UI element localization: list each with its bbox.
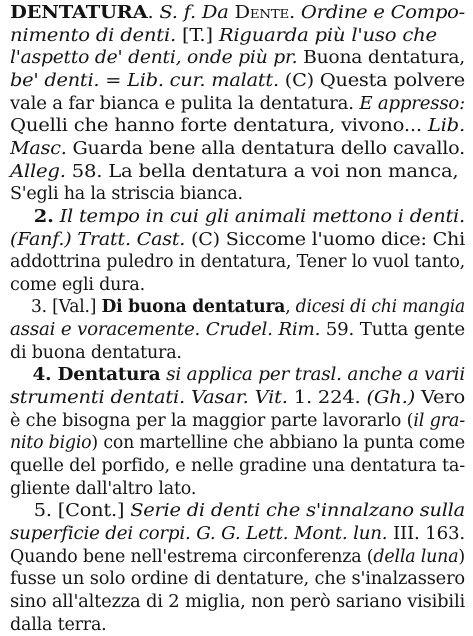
bold-text: Di buona dentatura <box>101 297 286 318</box>
text-line <box>10 342 182 364</box>
text-line <box>10 478 196 500</box>
roman-text: (C) Siccome l'uomo dice: Chi <box>185 229 466 250</box>
text-line <box>10 229 465 251</box>
italic-text: E appresso: <box>359 93 465 114</box>
italic-text: l'aspetto de' denti, onde più pr. <box>10 48 298 69</box>
italic-text: nito bigio <box>10 433 92 454</box>
bold-text: 2. <box>33 206 54 227</box>
italic-text: Ordine e Compo- <box>300 3 465 23</box>
italic-text: Serie di denti che s'innalzano sulla <box>130 501 465 522</box>
text-line <box>10 115 465 137</box>
text-line <box>10 614 107 636</box>
italic-text: Alleg. <box>10 161 66 182</box>
roman-text <box>10 207 34 227</box>
roman-text: gliente dall'altro lato. <box>10 478 197 499</box>
text-line <box>10 410 465 432</box>
italic-text: S. f. Da <box>159 3 235 23</box>
text-line <box>10 2 465 24</box>
roman-text <box>10 365 33 385</box>
italic-text: Riguarda più l'uso che <box>218 25 437 46</box>
roman-text: Guarda bene alla dentatura dello cavallo. <box>66 138 465 159</box>
text-line <box>10 183 243 205</box>
italic-text: assai e voracemente. Crudel. Rim. <box>10 320 321 341</box>
roman-text: addottrina puledro in dentatura, Tener lo vuol tanto, <box>10 252 465 273</box>
text-line <box>10 251 465 273</box>
text-line <box>10 455 465 477</box>
text-line <box>10 296 465 318</box>
italic-text: il gra- <box>413 410 465 431</box>
italic-text: Masc. <box>10 138 67 159</box>
italic-text: (Fanf.) Tratt. Cast. <box>10 229 186 250</box>
text-line <box>10 546 465 568</box>
roman-text: Buona dentatura, <box>297 48 465 69</box>
text-line <box>10 319 465 341</box>
roman-text: fusse un solo ordine di dentature, che s'inalzassero <box>10 569 465 590</box>
text-line <box>10 523 465 545</box>
roman-text: dalla terra. <box>10 614 107 635</box>
italic-text: strumenti dentati. Vasar. Vit. <box>10 388 288 409</box>
roman-text: S'egli ha la striscia bianca. <box>10 184 243 205</box>
roman-text: III. 163. <box>387 523 465 544</box>
roman-text: vale a far bianca e pulita la dentatura. <box>10 93 360 114</box>
roman-text: 5. [Cont.] <box>10 501 131 522</box>
text-line <box>10 206 465 228</box>
roman-text: , <box>285 297 296 318</box>
text-line <box>10 364 465 386</box>
small-caps-text: Dente <box>234 3 290 23</box>
italic-text: (Gh.) <box>366 388 415 409</box>
roman-text: Quelli che hanno forte dentatura, vivono... <box>10 116 428 137</box>
italic-text: nimento di denti. <box>10 25 177 46</box>
text-line <box>10 274 145 296</box>
text-line <box>10 161 458 183</box>
roman-text: 58. La bella dentatura a voi non manca, <box>65 161 459 182</box>
italic-text: si applica per trasl. anche a varii <box>160 365 466 386</box>
text-line <box>10 387 465 409</box>
text-line <box>10 591 465 613</box>
text-line <box>10 25 437 47</box>
roman-text: . <box>289 3 301 23</box>
roman-text: 1. 224. <box>287 388 367 409</box>
roman-text: Quando bene nell'estrema circonferenza ( <box>10 546 374 567</box>
bold-text: 4. Dentatura <box>32 365 161 386</box>
roman-text: ) <box>458 546 465 567</box>
italic-text: be' denti. = Lib. cur. malatt. <box>10 70 279 91</box>
roman-text: (C) Questa polvere <box>278 70 465 91</box>
roman-text: di buona dentatura. <box>10 342 182 363</box>
roman-text: sino all'altezza di 2 miglia, non però sariano visibili <box>10 591 466 612</box>
italic-text: della luna <box>373 546 459 567</box>
roman-text: [T.] <box>176 25 219 46</box>
roman-text: come egli dura. <box>10 274 146 295</box>
roman-text: 59. Tutta gente <box>320 320 465 341</box>
text-line <box>10 47 465 69</box>
text-line <box>10 432 465 454</box>
text-line <box>10 93 465 115</box>
text-line <box>10 500 465 522</box>
roman-text: è che bisogna per la maggior parte lavorarlo ( <box>10 410 414 431</box>
roman-text: Vero <box>414 388 465 409</box>
text-line <box>10 568 465 590</box>
roman-text: quelle del porfido, e nelle gradine una dentatura ta- <box>10 456 465 476</box>
text-line <box>10 138 465 160</box>
roman-text: ) con martelline che abbiano la punta come <box>91 433 466 454</box>
italic-text: dicesi di chi mangia <box>295 297 465 318</box>
italic-text: Il tempo in cui gli animali mettono i denti. <box>53 206 466 227</box>
italic-text: superficie dei corpi. G. G. Lett. Mont. lun. <box>10 523 388 544</box>
italic-text: Lib. <box>427 116 465 137</box>
roman-text: . <box>147 3 160 23</box>
roman-text: 3. [Val.] <box>10 297 102 318</box>
bold-text: DENTATURA <box>10 3 148 23</box>
text-line <box>10 70 465 92</box>
